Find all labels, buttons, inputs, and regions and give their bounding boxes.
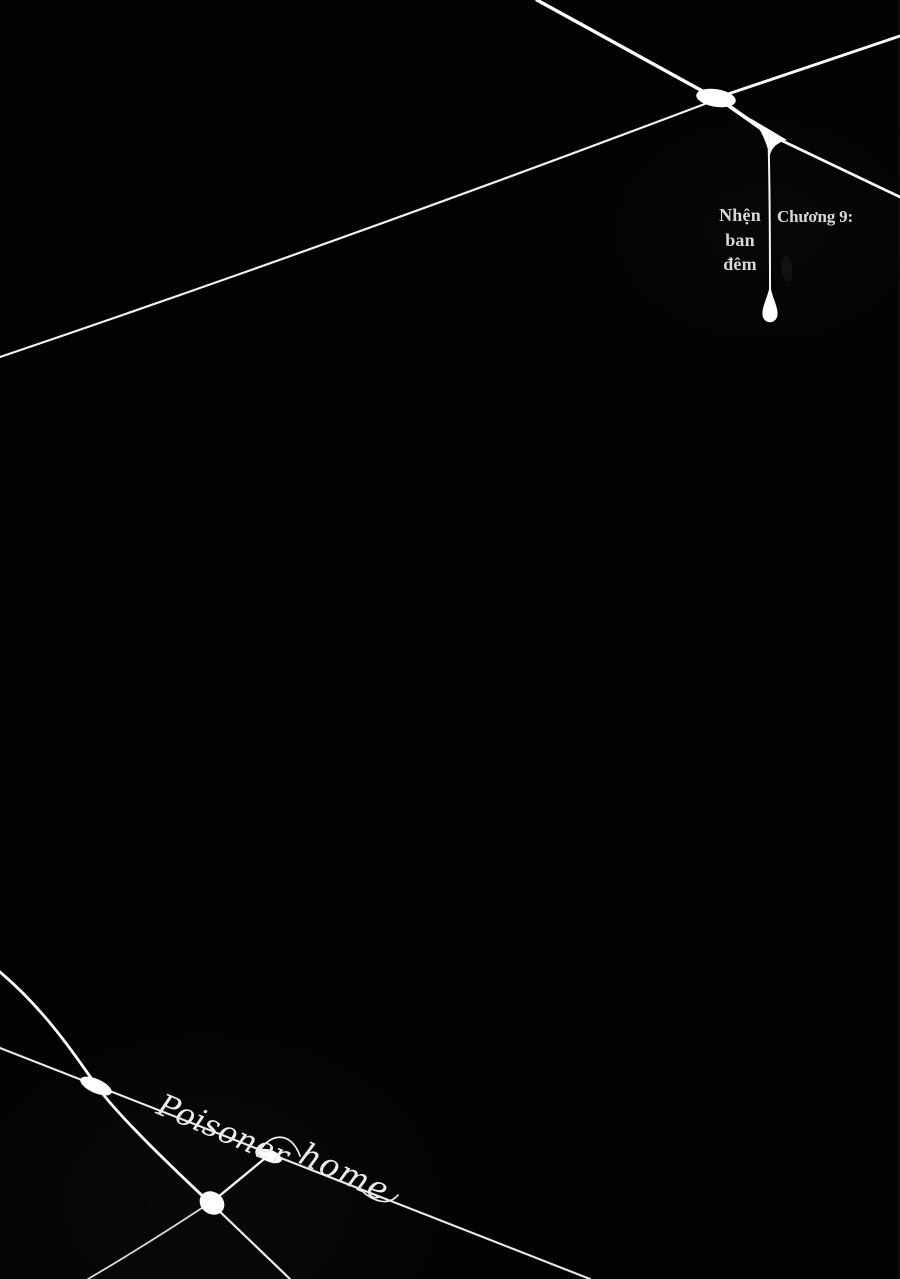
chapter-title-line-2: ban xyxy=(725,229,755,250)
web-strand-top-upper-left xyxy=(537,0,706,93)
web-strand-top-long-diagonal xyxy=(0,102,710,357)
web-strand-top-upper-right xyxy=(728,36,900,94)
chapter-title-line-3: đêm xyxy=(723,254,757,274)
ink-smudge xyxy=(780,255,794,282)
chapter-title-line-1: Nhện xyxy=(719,205,761,225)
signature-word-home: home xyxy=(293,1134,396,1210)
chapter-number-label: Chương 9: xyxy=(777,207,853,226)
web-strand-bottom-right-tail xyxy=(214,1206,290,1279)
web-strand-top-lower-right xyxy=(770,135,900,197)
signature-word-poisoner: Poisoner xyxy=(151,1087,295,1176)
chapter-title xyxy=(709,203,771,277)
web-strand-bottom-left-tail xyxy=(88,1204,208,1279)
dew-drop xyxy=(762,284,777,322)
web-node-bottom-left xyxy=(78,1073,115,1100)
